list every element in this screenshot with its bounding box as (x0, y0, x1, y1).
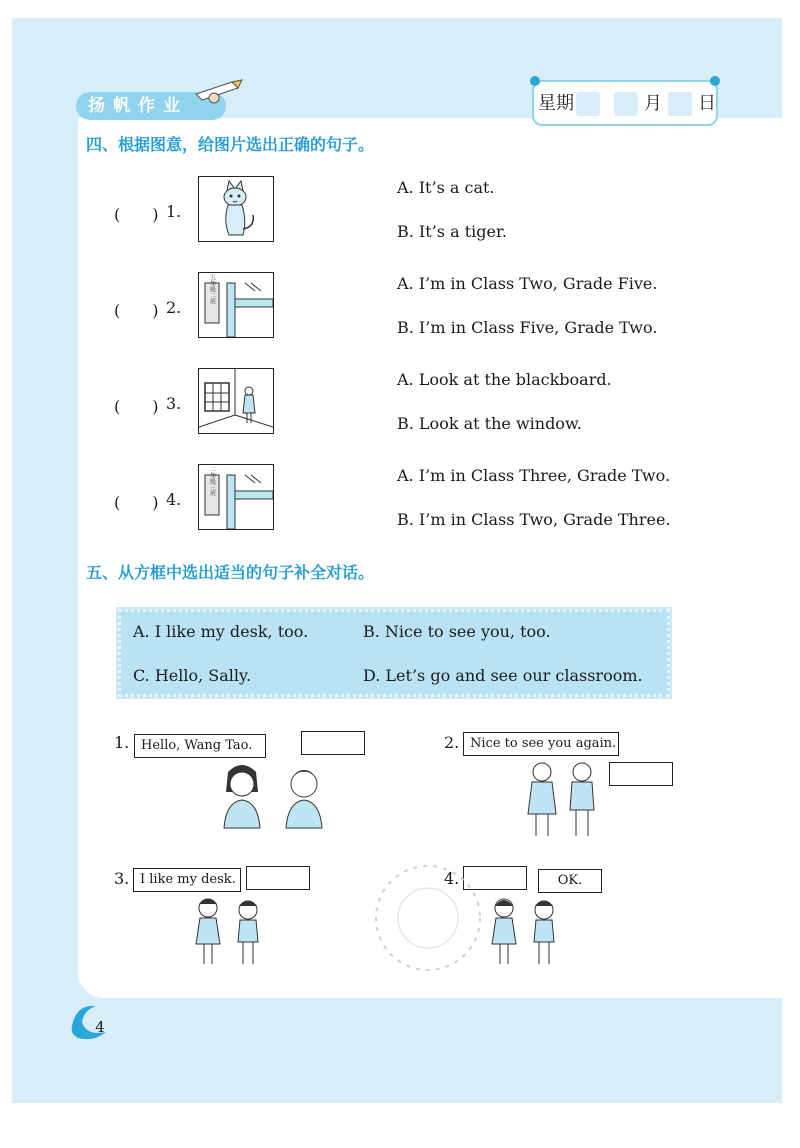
dialogue-number: 1. (114, 733, 130, 752)
option-d: D. Let’s go and see our classroom. (363, 666, 643, 685)
answer-bubble[interactable] (301, 731, 365, 755)
window-picture (198, 368, 274, 434)
page-number: 4 (95, 1018, 105, 1036)
weekday-field[interactable] (576, 92, 600, 116)
weekday-label: 星期 (538, 93, 574, 114)
option-b: B. I’m in Class Five, Grade Two. (397, 318, 658, 337)
day-field[interactable] (668, 92, 692, 116)
option-a: A. I like my desk, too. (133, 622, 309, 641)
children-icon (520, 758, 610, 840)
option-b: B. Nice to see you, too. (363, 622, 551, 641)
sentence-options-box (118, 609, 670, 697)
month-label: 月 (644, 93, 662, 114)
option-a: A. I’m in Class Two, Grade Five. (397, 274, 658, 293)
pin-icon (530, 76, 540, 86)
section-5-title: 五、从方框中选出适当的句子补全对话。 (86, 563, 375, 582)
option-b: B. It’s a tiger. (397, 222, 507, 241)
class-sign-icon (199, 465, 273, 529)
children-icon (200, 758, 340, 834)
dialogue-number: 2. (444, 733, 460, 752)
dialogue-number: 4. (444, 869, 460, 888)
dialogue-number: 3. (114, 869, 130, 888)
brand-banner: 扬帆作业 (76, 92, 226, 120)
day-label: 日 (698, 93, 716, 114)
children-icon (486, 896, 566, 968)
children-icon (186, 896, 272, 968)
class-sign-picture (198, 464, 274, 530)
option-b: B. Look at the window. (397, 414, 582, 433)
sign-text: 二年级三班 (208, 466, 216, 496)
answer-blank[interactable]: ( ) (114, 493, 159, 512)
answer-blank[interactable]: ( ) (114, 205, 159, 224)
watermark-seal (368, 858, 488, 978)
question-number: 2. (166, 298, 182, 317)
section-4-title: 四、根据图意，给图片选出正确的句子。 (86, 135, 375, 154)
cat-icon (199, 177, 273, 241)
question-number: 1. (166, 202, 182, 221)
date-box (532, 80, 718, 126)
answer-bubble[interactable] (246, 866, 310, 890)
pin-icon (710, 76, 720, 86)
speech-bubble: OK. (538, 869, 602, 893)
speech-bubble: Nice to see you again. (463, 732, 619, 756)
sign-text: 五年级二班 (208, 274, 216, 304)
question-number: 3. (166, 394, 182, 413)
month-field[interactable] (614, 92, 638, 116)
answer-blank[interactable]: ( ) (114, 397, 159, 416)
class-sign-picture (198, 272, 274, 338)
option-a: A. I’m in Class Three, Grade Two. (397, 466, 671, 485)
question-number: 4. (166, 490, 182, 509)
option-b: B. I’m in Class Two, Grade Three. (397, 510, 671, 529)
speech-bubble: Hello, Wang Tao. (134, 734, 266, 758)
cat-picture (198, 176, 274, 242)
option-c: C. Hello, Sally. (133, 666, 252, 685)
pencil-icon (192, 78, 244, 106)
window-girl-icon (199, 369, 273, 433)
class-sign-icon (199, 273, 273, 337)
answer-blank[interactable]: ( ) (114, 301, 159, 320)
option-a: A. It’s a cat. (397, 178, 495, 197)
answer-bubble[interactable] (609, 762, 673, 786)
option-a: A. Look at the blackboard. (397, 370, 612, 389)
speech-bubble: I like my desk. (133, 868, 241, 892)
